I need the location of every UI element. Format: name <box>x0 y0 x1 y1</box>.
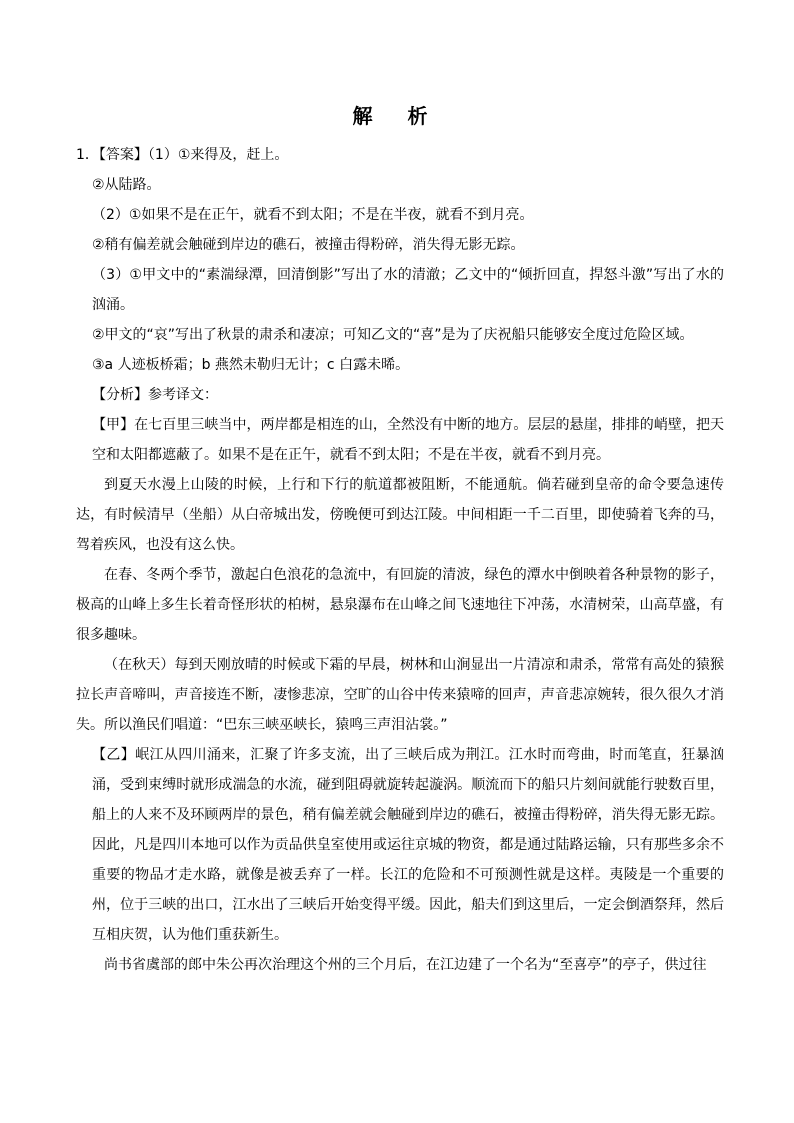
answer-line: ②稍有偏差就会触碰到岸边的礁石，被撞击得粉碎，消失得无影无踪。 <box>92 237 525 253</box>
answer-line: （3）①甲文中的“素湍绿潭，回清倒影”写出了水的清澈；乙文中的“倾折回直，捍怒斗激”写出了水的汹涌。 <box>92 267 724 313</box>
answer-line: ②甲文的“哀”写出了秋景的肃杀和凄凉；可知乙文的“喜”是为了庆祝船只能够安全度过危险区域。 <box>92 327 694 343</box>
translation-yi-paragraph: 【乙】岷江从四川涌来，汇聚了许多支流，出了三峡后成为荆江。江水时而弯曲，时而笔直，狂暴汹涌，受到束缚时就形成湍急的水流，碰到阻碍就旋转起漩涡。顺流而下的船只片刻间就能行驶数百里，船上的人来不及环顾两岸的景色，稍有偏差就会触碰到岸边的礁石，被撞击得粉碎，消失得无影无踪。因此，凡是四川本地可以作为贡品供皇室使用或运往京城的物资，都是通过陆路运输，只有那些多余不重要的物品才走水路，就像是被丢弃了一样。长江的危险和不可预测性就是这样。夷陵是一个重要的州，位于三峡的出口，江水出了三峡后开始变得平缓。因此，船夫们到这里后，一定会倒酒祭拜，然后互相庆贺，认为他们重获新生。 <box>92 747 724 943</box>
translation-yi-paragraph: 尚书省虞部的郎中朱公再次治理这个州的三个月后，在江边建了一个名为“至喜亭”的亭子，供过往 <box>104 957 707 973</box>
translation-jia-paragraph: 到夏天水漫上山陵的时候，上行和下行的航道都被阻断，不能通航。倘若碰到皇帝的命令要急速传达，有时候清早（坐船）从白帝城出发，傍晚便可到达江陵。中间相距一千二百里，即使骑着飞奔的马，驾着疾风，也没有这么快。 <box>76 477 724 553</box>
analysis-label: 【分析】参考译文： <box>92 387 218 403</box>
answer-line: ③a 人迹板桥霜；b 燕然未勒归无计；c 白露未晞。 <box>92 357 410 373</box>
translation-jia-paragraph: 在春、冬两个季节，激起白色浪花的急流中，有回旋的清波，绿色的潭水中倒映着各种景物的影子，极高的山峰上多生长着奇怪形状的柏树，悬泉瀑布在山峰之间飞速地往下冲荡，水清树荣，山高草盛，有很多趣味。 <box>76 567 724 643</box>
translation-jia-paragraph: （在秋天）每到天刚放晴的时候或下霜的早晨，树林和山涧显出一片清凉和肃杀，常常有高处的猿猴拉长声音啼叫，声音接连不断，凄惨悲凉，空旷的山谷中传来猿啼的回声，声音悲凉婉转，很久很久才消失。所以渔民们唱道：“巴东三峡巫峡长，猿鸣三声泪沾裳。” <box>76 657 724 733</box>
document-body <box>76 140 724 980</box>
translation-jia-paragraph: 【甲】在七百里三峡当中，两岸都是相连的山，全然没有中断的地方。层层的悬崖，排排的峭壁，把天空和太阳都遮蔽了。如果不是在正午，就看不到太阳；不是在半夜，就看不到月亮。 <box>92 417 724 463</box>
page-title: 解 析 <box>352 104 442 128</box>
answer-line: （2）①如果不是在正午，就看不到太阳；不是在半夜，就看不到月亮。 <box>92 207 534 223</box>
answer-heading: 1．【答案】（1）①来得及，赶上。 <box>76 147 289 163</box>
answer-line: ②从陆路。 <box>92 177 161 193</box>
